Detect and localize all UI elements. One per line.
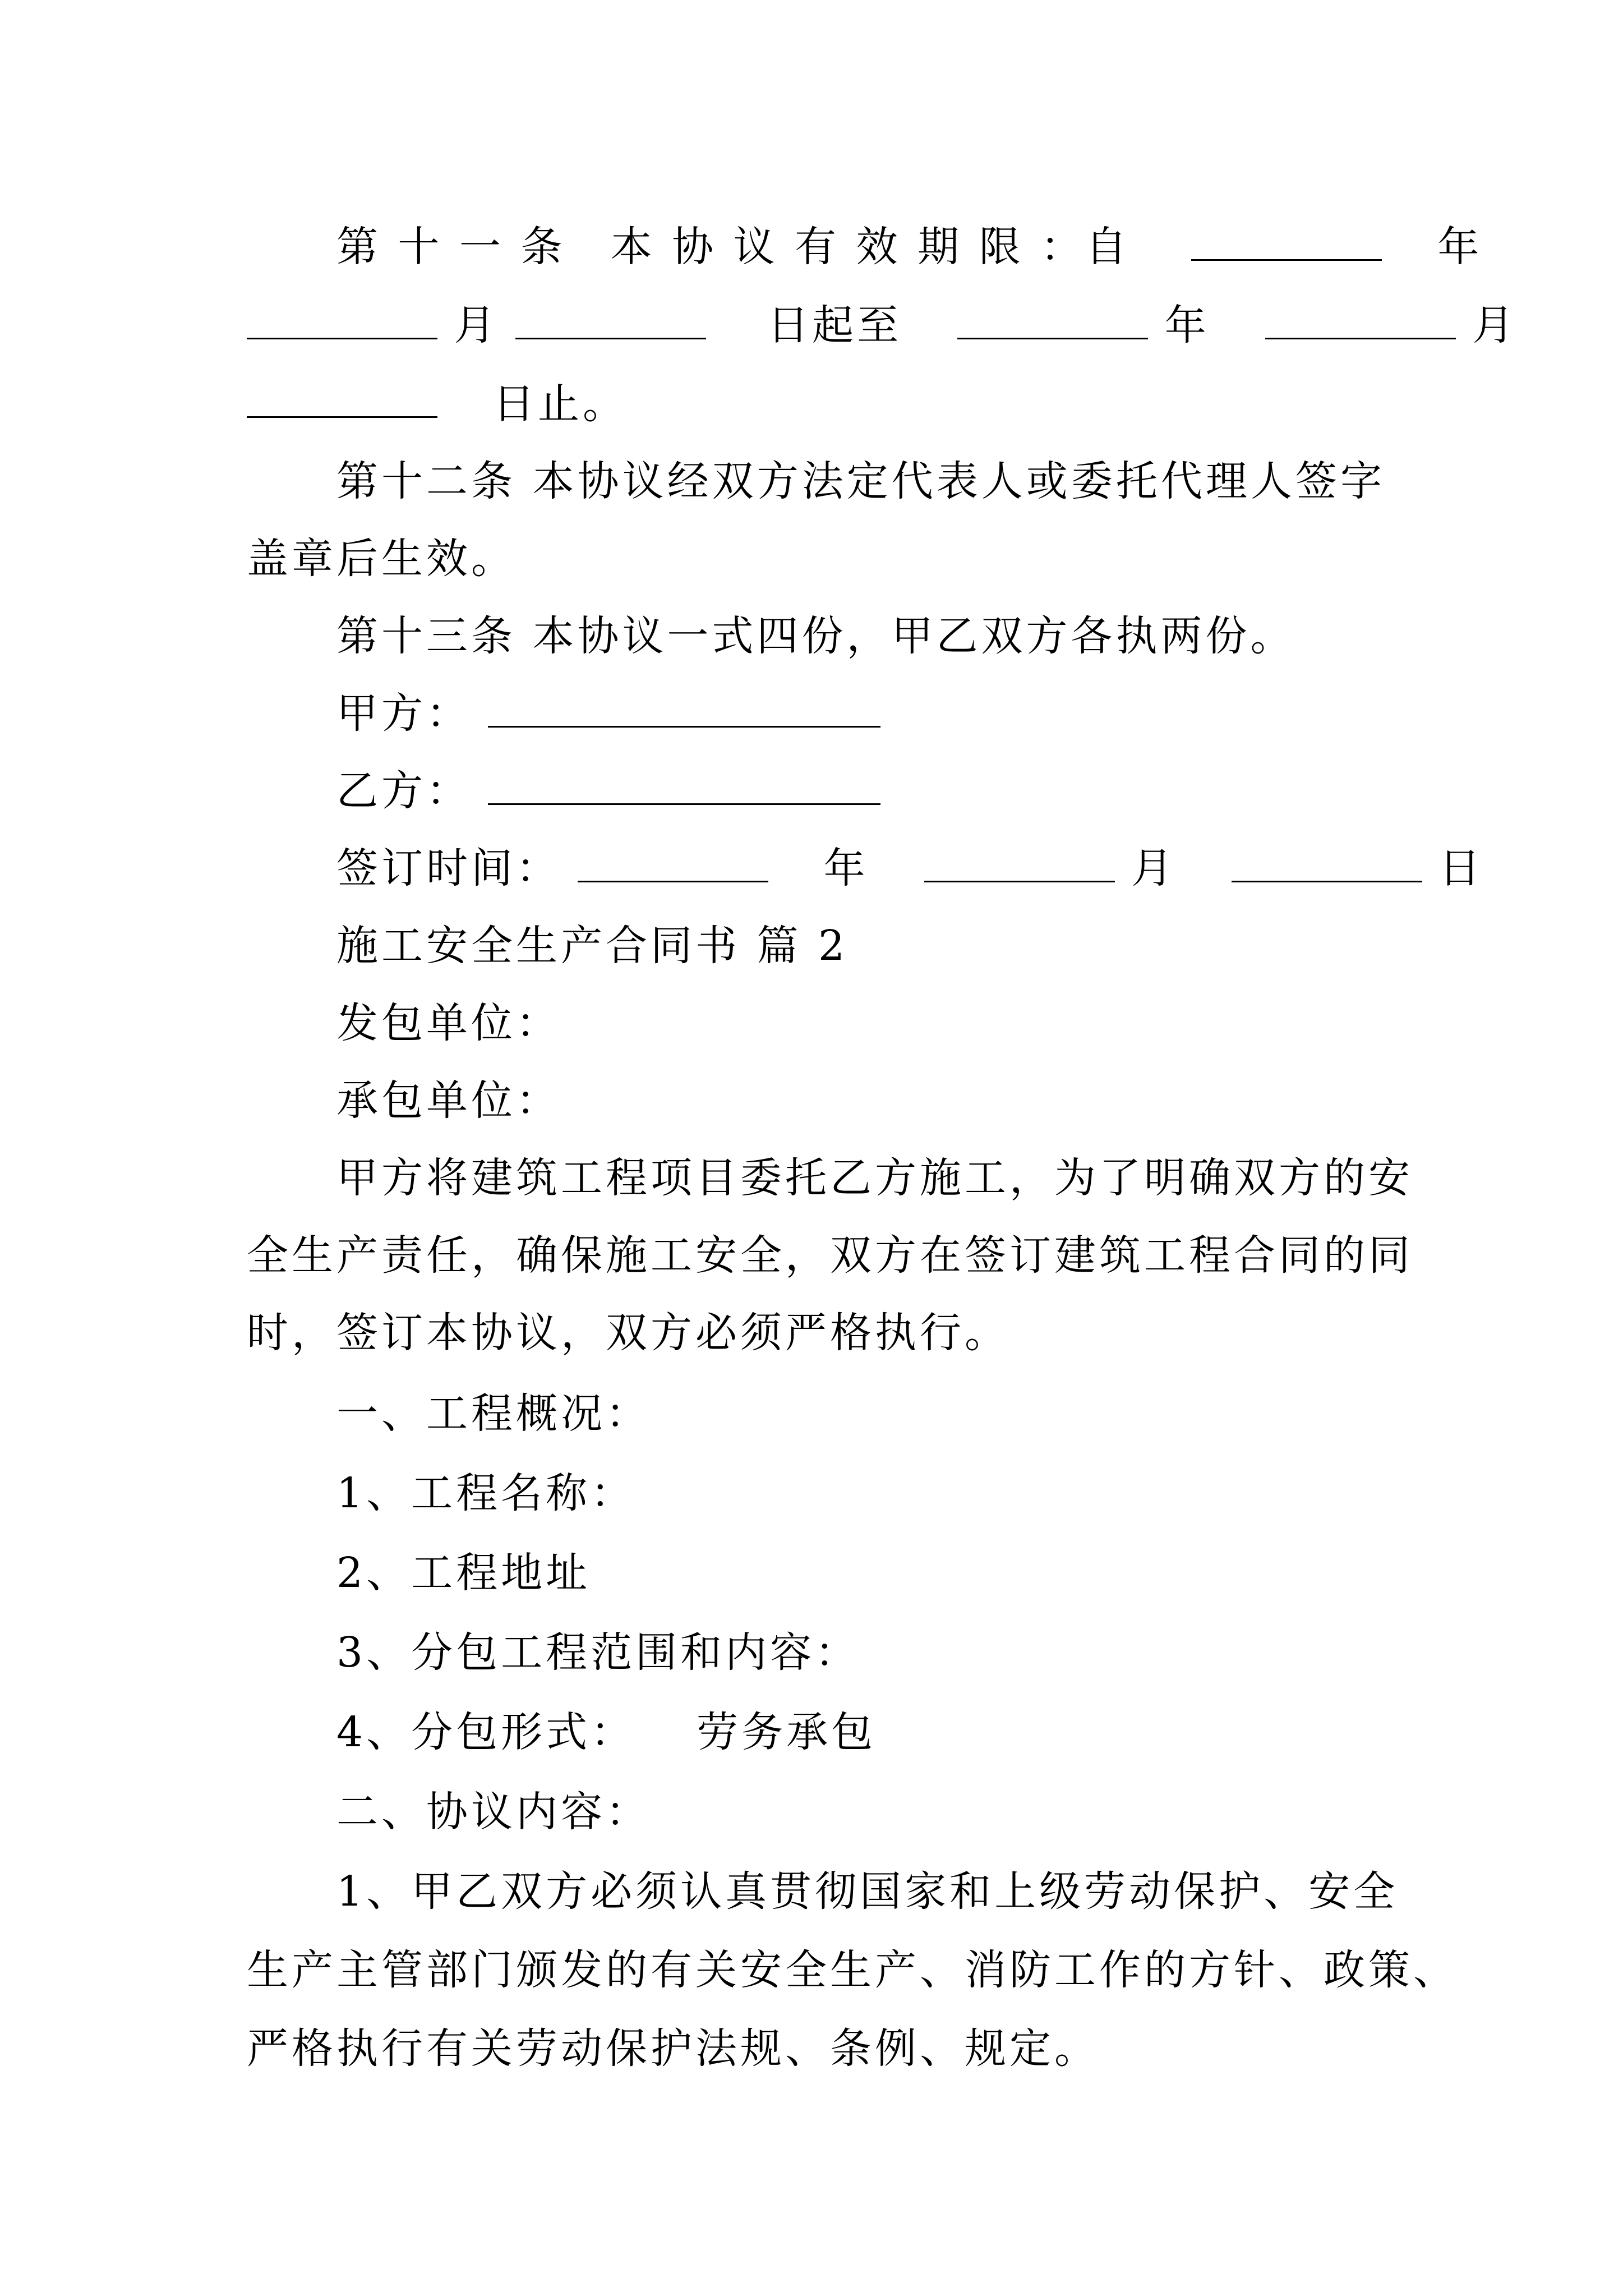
section-title: 施工安全生产合同书 篇 2 xyxy=(336,922,849,970)
agreement-item-1-line-2: 生产主管部门颁发的有关安全生产、消防工作的方针、政策、 xyxy=(247,1946,1458,1994)
agreement-heading: 二、协议内容： xyxy=(336,1788,651,1836)
article-11-line-3 xyxy=(247,376,1385,432)
article-11-day-to: 日止。 xyxy=(493,380,628,428)
article-12-line-2: 盖章后生效。 xyxy=(247,535,516,583)
signing-day: 日 xyxy=(1438,844,1484,892)
overview-item-4-value: 劳务承包 xyxy=(697,1708,877,1756)
party-a-blank xyxy=(488,692,880,728)
party-b-line xyxy=(336,763,1385,819)
signing-month: 月 xyxy=(1131,844,1177,892)
signing-time-line xyxy=(336,840,1484,896)
signing-year: 年 xyxy=(823,844,869,892)
blank-start-day xyxy=(515,304,706,339)
article-12-line-1: 第十二条 本协议经双方法定代表人或委托代理人签字 xyxy=(336,457,1385,505)
article-11-month: 月 xyxy=(454,301,499,349)
signing-month-blank xyxy=(924,847,1115,882)
signing-day-blank xyxy=(1232,847,1422,882)
intro-line-1: 甲方将建筑工程项目委托乙方施工，为了明确双方的安 xyxy=(336,1154,1413,1202)
blank-end-day xyxy=(247,383,437,418)
overview-heading: 一、工程概况： xyxy=(336,1389,651,1438)
blank-end-year xyxy=(957,304,1148,339)
article-11-prefix: 第 十 一 条 本 协 议 有 效 期 限 ：自 xyxy=(336,223,1131,271)
overview-item-3: 3、分包工程范围和内容： xyxy=(336,1628,860,1677)
article-13-line-1: 第十三条 本协议一式四份，甲乙双方各执两份。 xyxy=(336,612,1295,660)
party-a-label: 甲方： xyxy=(336,689,471,738)
overview-item-1: 1、工程名称： xyxy=(336,1469,636,1517)
party-a-line xyxy=(336,685,1385,742)
overview-item-2: 2、工程地址 xyxy=(336,1549,591,1597)
intro-line-2: 全生产责任，确保施工安全，双方在签订建筑工程合同的同 xyxy=(247,1231,1413,1280)
overview-item-4-label: 4、分包形式： xyxy=(336,1708,636,1756)
signing-label: 签订时间： xyxy=(336,844,561,892)
contractor-receiver: 承包单位： xyxy=(336,1076,561,1125)
article-11-month2: 月 xyxy=(1472,301,1518,349)
overview-item-4 xyxy=(336,1704,1385,1760)
contractor-issuer: 发包单位： xyxy=(336,999,561,1047)
party-b-label: 乙方： xyxy=(336,767,471,815)
blank-end-month xyxy=(1265,304,1456,339)
agreement-item-1-line-3: 严格执行有关劳动保护法规、条例、规定。 xyxy=(247,2024,1099,2073)
party-b-blank xyxy=(488,770,880,805)
article-11-year: 年 xyxy=(1437,223,1483,271)
article-11-year2: 年 xyxy=(1164,301,1210,349)
blank-start-month xyxy=(247,304,437,339)
article-11-line-1 xyxy=(336,219,1483,275)
intro-line-3: 时，签订本协议，双方必须严格执行。 xyxy=(247,1309,1009,1357)
agreement-item-1-line-1: 1、甲乙双方必须认真贯彻国家和上级劳动保护、安全 xyxy=(336,1867,1399,1916)
article-11-day-from: 日起至 xyxy=(767,301,902,349)
article-11-line-2 xyxy=(247,297,1518,353)
blank-start-year xyxy=(1191,226,1382,261)
signing-year-blank xyxy=(578,847,768,882)
